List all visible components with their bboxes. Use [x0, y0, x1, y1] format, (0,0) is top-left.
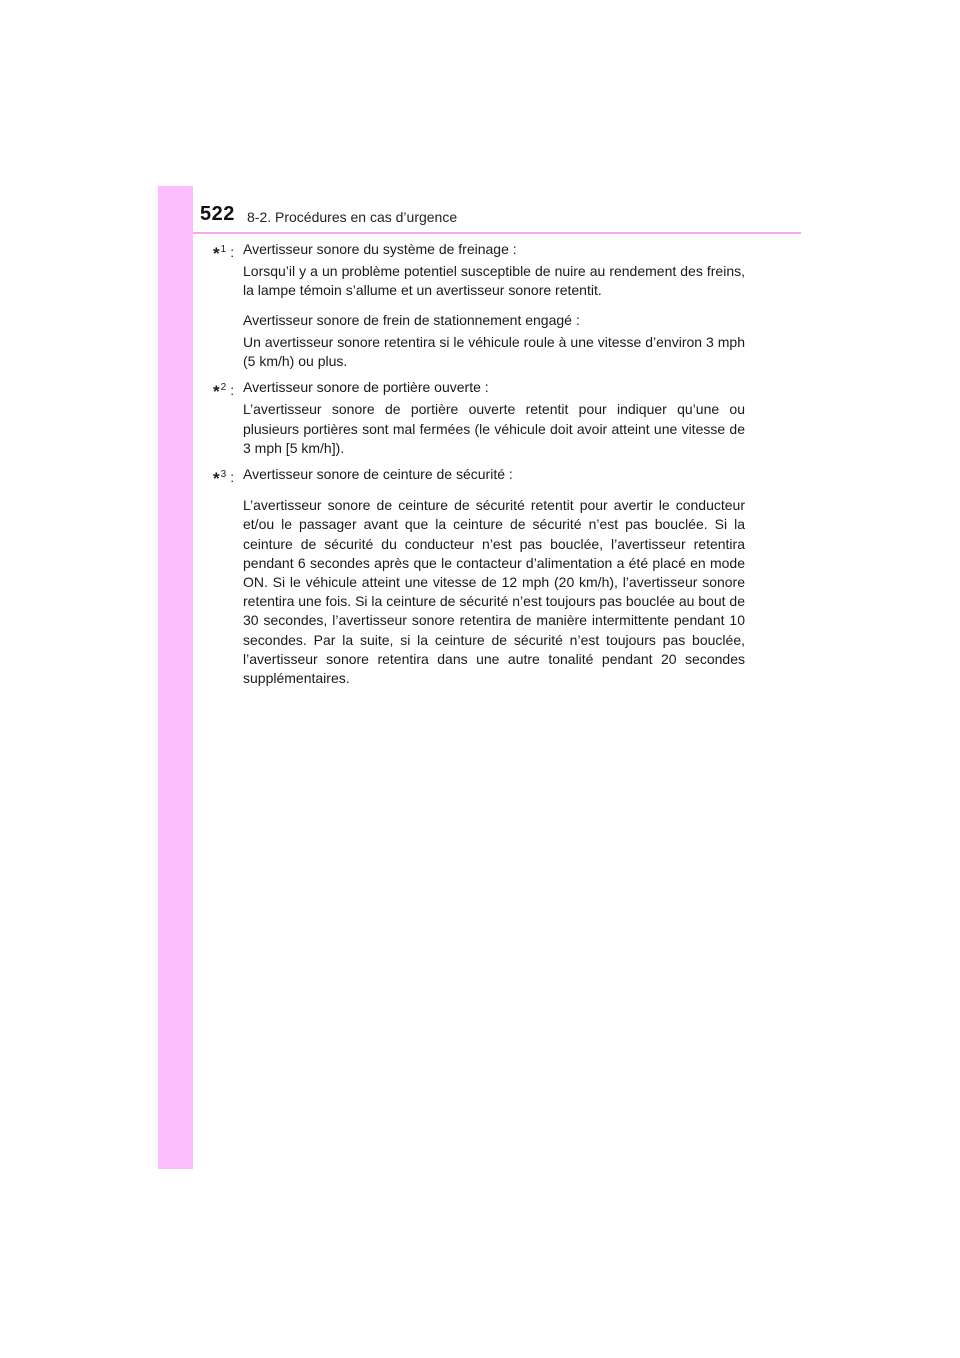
footnote-number: 1	[220, 244, 227, 255]
footnote-asterisk-icon: *	[213, 469, 220, 489]
note-3-body: L’avertisseur sonore de ceinture de sécurité retentit pour avertir le conducteur et/ou le passager avant que la ceinture de sécurité n’est pas bouclée. Si la ceinture de sécurité du conducteur n’est pas bouclée, l’avertisseur retentira pendant 6 secondes après que le contacteur d’alimentation a été placé en mode ON. Si le véhicule atteint une vitesse de 12 mph (20 km/h), l’avertisseur sonore retentira une fois. Si la ceinture de sécurité n’est toujours pas bouclée au bout de 30 secondes, l’avertisseur sonore retentira de manière intermittente pendant 10 secondes. Par la suite, si la ceinture de sécurité n’est toujours pas bouclée, l’avertisseur sonore retentira dans une autre tonalité pendant 20 secondes supplémentaires.	[243, 497, 745, 687]
footnote-asterisk-icon: *	[213, 382, 220, 402]
footnote-colon: :	[230, 244, 235, 260]
note-1-marker	[213, 240, 234, 263]
note-2-marker	[213, 378, 234, 401]
page-number: 522	[200, 203, 235, 225]
note-3-heading: Avertisseur sonore de ceinture de sécurité :	[243, 466, 513, 483]
note-1-subheading: Avertisseur sonore de frein de stationnement engagé :	[243, 311, 580, 328]
notes-content	[213, 240, 745, 695]
note-3	[213, 465, 745, 688]
footnote-number: 2	[220, 382, 227, 394]
note-1-heading: Avertisseur sonore du système de freinage :	[243, 241, 517, 257]
note-2	[213, 378, 745, 458]
footnote-colon: :	[230, 469, 235, 486]
footnote-asterisk-icon: *	[213, 244, 220, 263]
footnote-number: 3	[220, 469, 227, 481]
note-2-heading: Avertisseur sonore de portière ouverte :	[243, 379, 489, 396]
footnote-colon: :	[230, 382, 235, 399]
header-divider	[193, 232, 801, 234]
note-3-marker	[213, 465, 234, 488]
section-title: 8-2. Procédures en cas d’urgence	[247, 209, 458, 225]
chapter-side-tab	[158, 186, 193, 1169]
note-1-body: Lorsqu’il y a un problème potentiel susceptible de nuire au rendement des freins, la lampe témoin s’allume et un avertisseur sonore retentit.	[243, 263, 745, 299]
note-2-body: L’avertisseur sonore de portière ouverte retentit pour indiquer qu’une ou plusieurs portières sont mal fermées (le véhicule doit avoir atteint une vitesse de 3 mph [5 km/h]).	[243, 401, 745, 456]
note-1-subbody: Un avertisseur sonore retentira si le véhicule roule à une vitesse d’environ 3 mph (5 km/h) ou plus.	[243, 333, 745, 370]
note-1	[213, 240, 745, 371]
